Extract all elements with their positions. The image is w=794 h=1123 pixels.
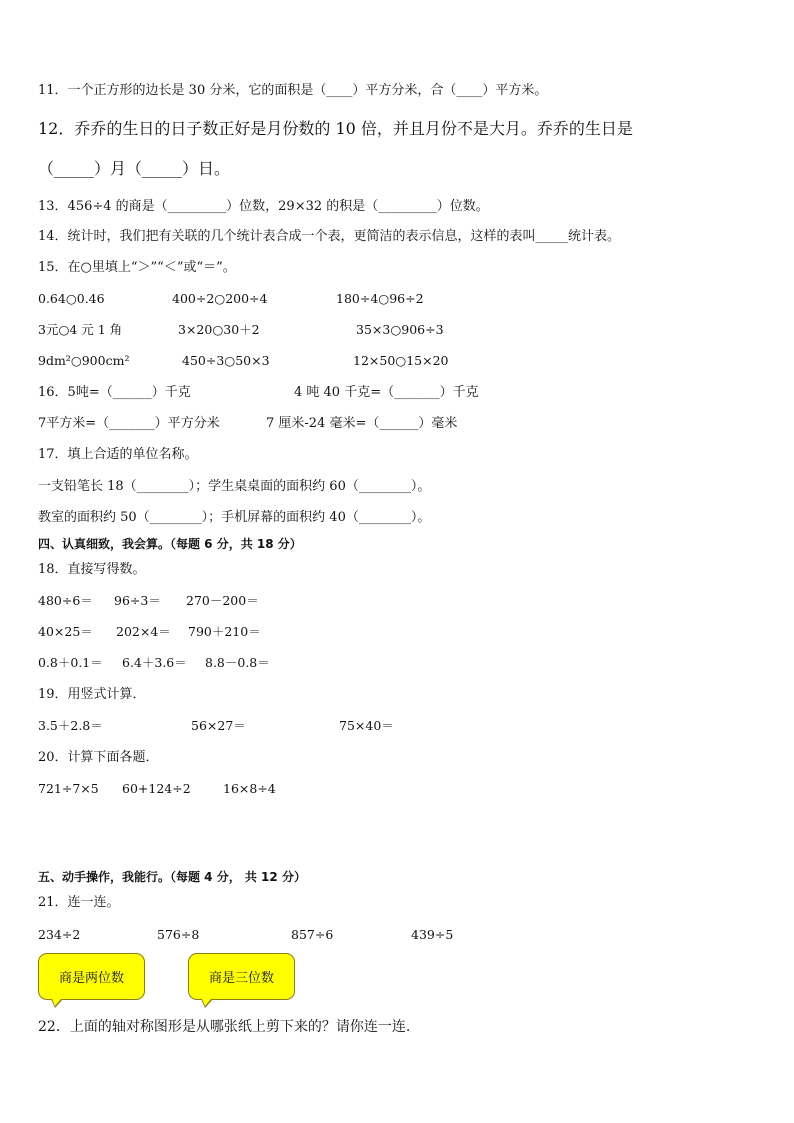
callout-tail-fill <box>202 999 211 1006</box>
q20-item3: 16×8÷4 <box>223 781 276 796</box>
callout-two-digit <box>38 953 145 1000</box>
q18-row2-item2: 202×4＝ <box>116 624 171 639</box>
q12-line1: 12．乔乔的生日的日子数正好是月份数的 10 倍，并且月份不是大月。乔乔的生日是 <box>38 119 633 138</box>
q14: 14．统计时，我们把有关联的几个统计表合成一个表，更简洁的表示信息，这样的表叫_____统计表。 <box>38 229 621 244</box>
q15: 15．在○里填上“＞”“＜”或“＝”。 <box>38 260 236 275</box>
q18-row1-item2: 96÷3＝ <box>114 593 161 608</box>
q11: 11．一个正方形的边长是 30 分米，它的面积是（____）平方分米，合（____）平方米。 <box>38 83 548 98</box>
q19-item1: 3.5＋2.8＝ <box>38 718 103 733</box>
q21-item4: 439÷5 <box>411 927 454 942</box>
q18-row3-item2: 6.4＋3.6＝ <box>122 655 187 670</box>
q16-row1-right: 4 吨 40 千克=（_______）千克 <box>294 385 479 400</box>
q18-row3-item1: 0.8＋0.1＝ <box>38 655 103 670</box>
q19-item3: 75×40＝ <box>339 718 394 733</box>
q13: 13．456÷4 的商是（_________）位数，29×32 的积是（_________）位数。 <box>38 199 489 214</box>
callout-two-digit-label: 商是两位数 <box>58 971 124 986</box>
q15-row1-item2: 400÷2○200÷4 <box>172 291 268 306</box>
q15-row2-item1: 3元○4 元 1 角 <box>38 322 123 337</box>
q15-row1-item3: 180÷4○96÷2 <box>336 291 424 306</box>
callout-tail-fill <box>52 999 61 1006</box>
q20: 20．计算下面各题． <box>38 750 159 765</box>
q17: 17．填上合适的单位名称。 <box>38 447 198 462</box>
q20-item2: 60+124÷2 <box>122 781 191 796</box>
callout-three-digit <box>188 953 295 1000</box>
q15-row3-item2: 450÷3○50×3 <box>182 353 270 368</box>
q18: 18．直接写得数。 <box>38 562 146 577</box>
section5-heading: 五、动手操作，我能行。（每题 4 分， 共 12 分） <box>38 870 306 884</box>
q17-line1: 一支铅笔长 18（________）；学生桌桌面的面积约 60（________）。 <box>38 479 431 494</box>
q18-row2-item1: 40×25＝ <box>38 624 93 639</box>
section4-heading: 四、认真细致，我会算。（每题 6 分，共 18 分） <box>38 537 302 551</box>
q18-row2-item3: 790＋210＝ <box>188 624 261 639</box>
q21-item3: 857÷6 <box>291 927 334 942</box>
q20-item1: 721÷7×5 <box>38 781 99 796</box>
q15-row3-item3: 12×50○15×20 <box>353 353 449 368</box>
q21: 21．连一连。 <box>38 895 120 910</box>
q21-item2: 576÷8 <box>157 927 200 942</box>
q15-row2-item3: 35×3○906÷3 <box>356 322 444 337</box>
q16-row1-left: 16．5吨=（______）千克 <box>38 385 191 400</box>
q21-item1: 234÷2 <box>38 927 81 942</box>
q16-row2-right: 7 厘米-24 毫米=（______）毫米 <box>266 416 458 431</box>
callout-three-digit-label: 商是三位数 <box>208 971 274 986</box>
q19: 19．用竖式计算． <box>38 687 146 702</box>
q15-row2-item2: 3×20○30＋2 <box>178 322 260 337</box>
q16-row2-left: 7平方米=（_______）平方分米 <box>38 416 220 431</box>
q22: 22．上面的轴对称图形是从哪张纸上剪下来的？请你连一连. <box>38 1019 411 1035</box>
q18-row3-item3: 8.8－0.8＝ <box>205 655 270 670</box>
q15-row1-item1: 0.64○0.46 <box>38 291 105 306</box>
q18-row1-item3: 270－200＝ <box>186 593 259 608</box>
q12-line2: （_____）月（_____）日。 <box>38 159 231 178</box>
q18-row1-item1: 480÷6＝ <box>38 593 93 608</box>
q19-item2: 56×27＝ <box>191 718 246 733</box>
q15-row3-item1: 9dm²○900cm² <box>38 353 130 368</box>
q17-line2: 教室的面积约 50（________）；手机屏幕的面积约 40（________）。 <box>38 510 431 525</box>
